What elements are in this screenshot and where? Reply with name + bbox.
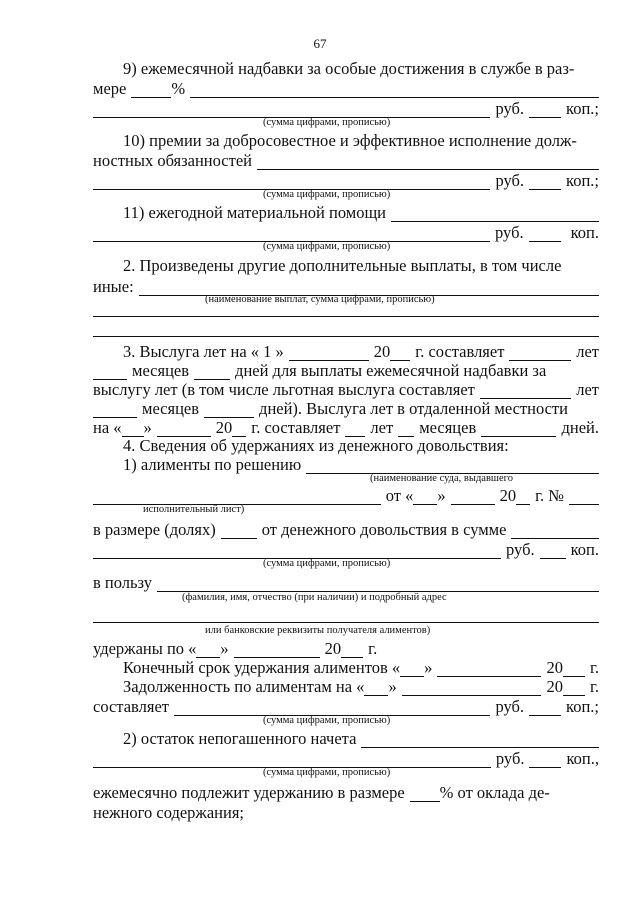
sec4-title: 4. Сведения об удержаниях из денежного довольствия: [123,436,509,455]
year-blank[interactable] [232,422,246,437]
sec3-text: г. составляет [415,342,505,361]
share-text: от денежного довольствия в сумме [261,520,507,539]
percent-sign: % [171,79,186,98]
item-10-word: ностных обязанностей [93,151,252,170]
kop-label: коп.; [566,697,599,716]
sec3-text: месяцев [419,418,477,437]
sec3-text: дней). Выслуга лет в отдаленной местности [259,399,568,418]
months-blank[interactable] [93,403,137,418]
benefit-text: в пользу [93,573,152,592]
sum-caption: (сумма цифрами, прописью) [263,767,391,778]
sec3-text: 3. Выслуга лет на « 1 » [123,342,284,361]
month-blank[interactable] [289,346,369,361]
held-text: » [220,639,229,658]
rub-label: руб. [506,540,535,559]
year-blank[interactable] [390,346,410,361]
percent-blank[interactable] [410,787,440,802]
year-prefix: 20 [324,639,342,658]
share-sum-line [93,540,599,559]
rub-label: руб. [495,223,524,242]
day-blank[interactable] [400,662,424,677]
percent-blank[interactable] [131,83,171,98]
kop-blank[interactable] [529,103,561,118]
writ-text: от « [385,486,414,505]
court-caption: (наименование суда, выдавшего [370,473,513,484]
sum-blank[interactable] [174,701,490,716]
rub-label: руб. [495,171,525,190]
sec3-text: месяцев [142,399,200,418]
sec3-text: лет [576,342,599,361]
sum-blank[interactable] [511,524,599,539]
kop-blank[interactable] [540,544,566,559]
remainder-sum-line [93,749,599,768]
sec3-text: месяцев [132,361,190,380]
recipient-caption: (фамилия, имя, отчество (при наличии) и подробный адрес [182,592,447,603]
held-line [93,639,599,658]
sec3-line1 [93,342,599,361]
sec3-text: лет [370,418,394,437]
sec2-caption: (наименование выплат, сумма цифрами, прописью) [205,294,435,305]
writ-text: г. № [535,486,564,505]
sum-blank[interactable] [93,103,490,118]
kop-blank[interactable] [529,175,561,190]
share-text: в размере (долях) [93,520,216,539]
year-blank[interactable] [563,662,585,677]
sec3-text: г. составляет [251,418,341,437]
debt-text: Задолженность по алиментам на « [123,677,365,696]
sum-caption: (сумма цифрами, прописью) [263,558,391,569]
day-blank[interactable] [196,643,220,658]
item-9-word: мере [93,79,127,98]
years-blank[interactable] [509,346,571,361]
final-term-line [93,658,599,677]
blank-line[interactable] [93,336,599,337]
writ-caption: исполнительный лист) [143,504,245,515]
months-blank[interactable] [398,422,414,437]
item-10-blank[interactable] [257,155,599,170]
item-10-line1: 10) премии за добросовестное и эффективное исполнение долж- [123,131,577,150]
held-text: удержаны по « [93,639,197,658]
rub-label: руб. [495,697,525,716]
writ-text: » [437,486,446,505]
remainder-text: 2) остаток непогашенного начета [123,729,357,748]
days-blank[interactable] [204,403,254,418]
days-blank[interactable] [481,422,556,437]
sec3-text: дней. [561,418,599,437]
alimony-line [93,455,599,474]
share-blank[interactable] [221,524,257,539]
year-blank[interactable] [563,681,585,696]
sum-blank[interactable] [93,175,490,190]
sec2-line1: 2. Произведены другие дополнительные выплаты, в том числе [123,256,562,275]
sum-blank[interactable] [93,227,490,242]
debt-line [93,677,599,696]
year-prefix: 20 [499,486,517,505]
monthly-text: % от оклада де- [439,783,550,802]
month-blank[interactable] [451,490,495,505]
year-blank[interactable] [516,490,530,505]
writ-line [93,486,599,505]
sec3-line5 [93,418,599,437]
blank-line[interactable] [93,622,599,623]
year-prefix: 20 [546,658,563,677]
sec3-line3 [93,380,599,399]
sec2-word: иные: [93,277,134,296]
sum-caption: (сумма цифрами, прописью) [263,715,391,726]
rub-label: руб. [495,749,525,768]
debt-text: » [388,677,397,696]
page-number: 67 [313,36,327,51]
final-text: Конечный срок удержания алиментов « [123,658,401,677]
sum-caption: (сумма цифрами, прописью) [263,117,391,128]
court-blank[interactable] [93,490,381,505]
alimony-text: 1) алименты по решению [123,455,302,474]
months-blank[interactable] [93,365,127,380]
year-blank[interactable] [341,643,363,658]
monthly-line2: нежного содержания; [93,803,244,822]
recipient-blank[interactable] [157,577,599,592]
sec3-text: дней для выплаты ежемесячной надбавки за [235,361,547,380]
bank-caption: или банковские реквизиты получателя алиментов) [205,625,431,636]
blank-line[interactable] [93,316,599,317]
day-blank[interactable] [364,681,388,696]
sec3-line2 [93,361,599,380]
years-blank[interactable] [345,422,365,437]
item-9-line2 [93,79,599,98]
sec3-line4 [93,399,599,418]
sum-blank[interactable] [93,753,491,768]
monthly-line1 [93,783,599,802]
item-11-line1 [93,203,599,222]
day-blank[interactable] [122,422,144,437]
month-blank[interactable] [157,422,211,437]
kop-label: коп. [570,540,599,559]
sum-caption: (сумма цифрами, прописью) [263,189,391,200]
debt-text: г. [589,677,599,696]
years-blank[interactable] [480,384,571,399]
debt-text: составляет [93,697,169,716]
item-9-sum-line [93,99,599,118]
final-text: г. [589,658,599,677]
item-9-line1: 9) ежемесячной надбавки за особые достижения в службе в раз- [123,59,575,78]
item-11-sum-line [93,223,599,242]
item-9-blank[interactable] [190,83,599,98]
kop-label: коп., [566,749,599,768]
sum-blank[interactable] [93,544,501,559]
month-blank[interactable] [402,681,542,696]
kop-blank[interactable] [529,701,561,716]
court-blank[interactable] [306,459,599,474]
year-prefix: 20 [373,342,391,361]
sec3-text: » [143,418,152,437]
item-10-line2 [93,151,599,170]
monthly-text: ежемесячно подлежит удержанию в размере [93,783,405,802]
debt-sum-line [93,697,599,716]
year-prefix: 20 [215,418,233,437]
final-text: » [424,658,433,677]
kop-label: коп.; [566,99,599,118]
sec3-text: на « [93,418,122,437]
held-text: г. [368,639,378,658]
item-11-word: 11) ежегодной материальной помощи [123,203,386,222]
benefit-line [93,573,599,592]
month-blank[interactable] [234,643,320,658]
rub-label: руб. [495,99,525,118]
month-blank[interactable] [437,662,541,677]
year-prefix: 20 [546,677,563,696]
number-blank[interactable] [569,490,599,505]
kop-blank[interactable] [529,227,561,242]
share-line [93,520,599,539]
item-11-blank[interactable] [391,207,599,222]
remainder-blank[interactable] [361,733,599,748]
remainder-line [93,729,599,748]
sum-caption: (сумма цифрами, прописью) [263,241,391,252]
sec3-text: лет [576,380,599,399]
kop-blank[interactable] [529,753,561,768]
day-blank[interactable] [413,490,437,505]
days-blank[interactable] [194,365,230,380]
sec3-text: выслугу лет (в том числе льготная выслуга составляет [93,380,475,399]
item-10-sum-line [93,171,599,190]
kop-label: коп. [570,223,599,242]
kop-label: коп.; [566,171,599,190]
